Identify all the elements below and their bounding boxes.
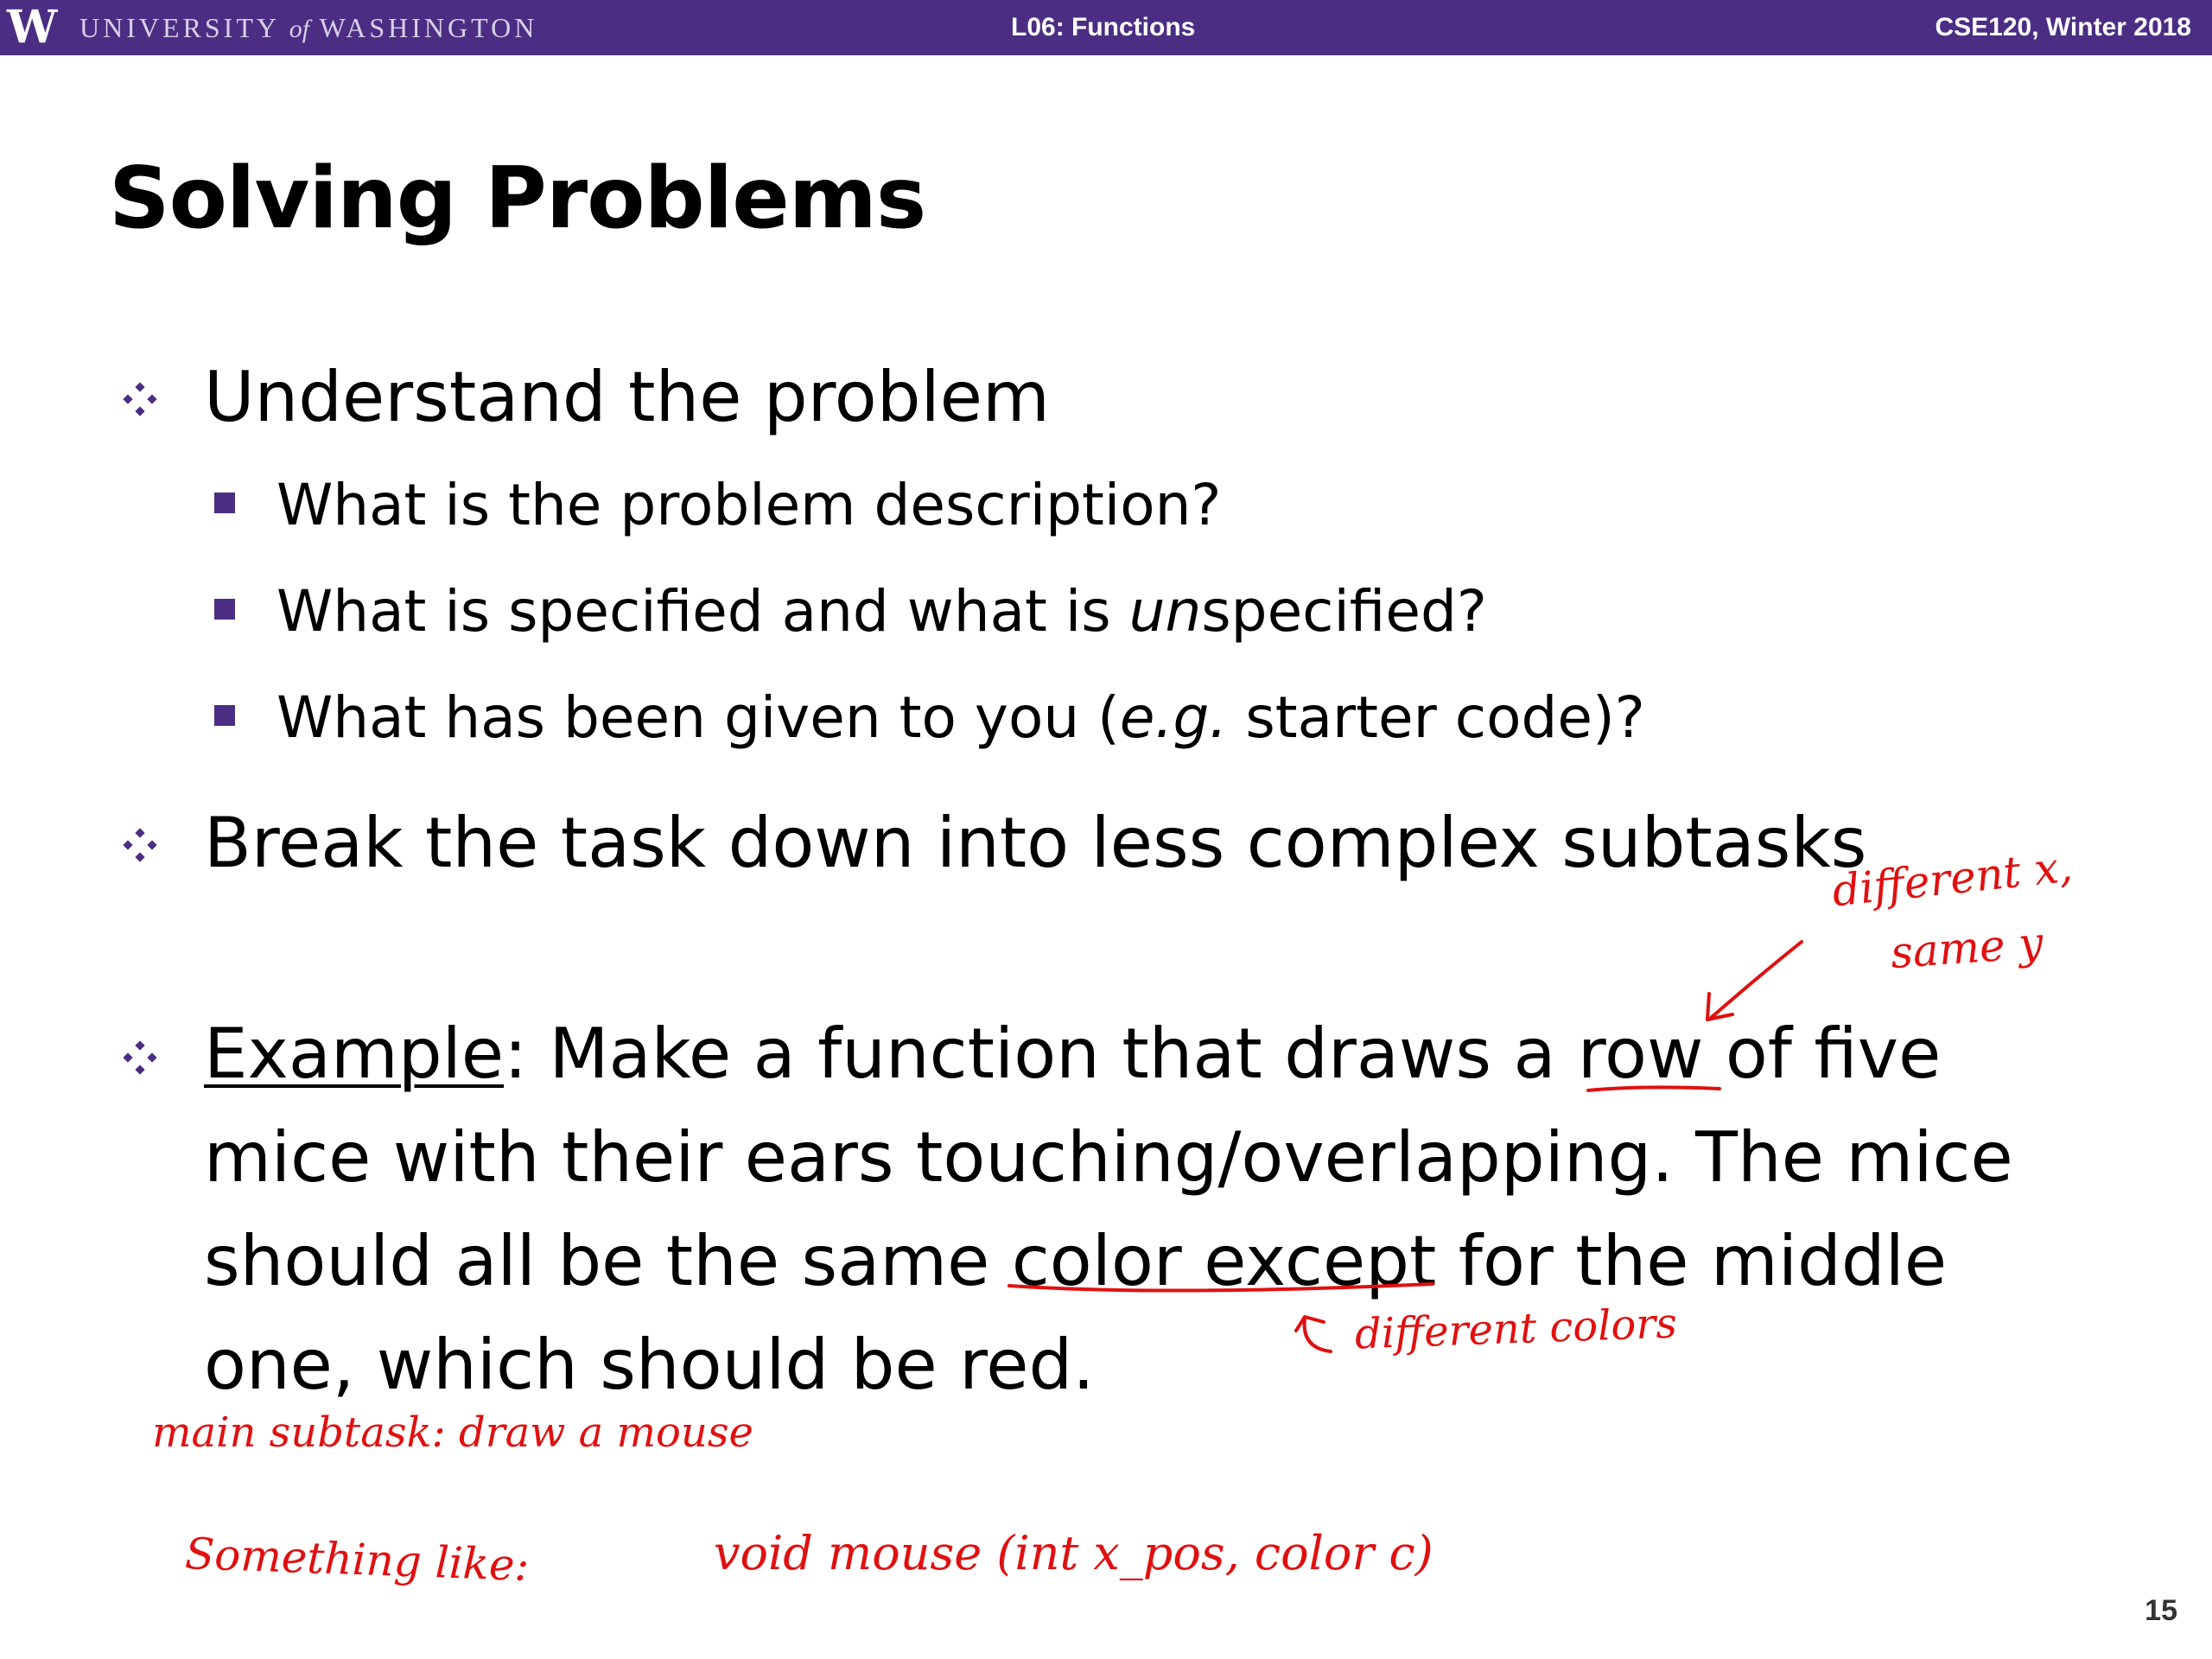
of-word: of <box>289 15 310 43</box>
sub-bullet-specified-post: specified? <box>1201 578 1487 645</box>
ink-hook-arrowhead <box>1296 1317 1324 1331</box>
lecture-title: L06: Functions <box>1011 13 1196 41</box>
example-line-1 <box>204 1011 1941 1097</box>
example-line-3 <box>204 1218 1947 1305</box>
example-line-3-b: for the middle <box>1436 1221 1948 1301</box>
sub-bullet-given-post: starter code)? <box>1227 684 1645 751</box>
example-line-1-a: : Make a function that draws a <box>504 1014 1578 1094</box>
example-label: Example <box>204 1014 505 1094</box>
sub-bullet-specified-pre: What is specified and what is <box>276 578 1129 645</box>
annotation-function-signature: void mouse (int x_pos, color c) <box>714 1526 1433 1580</box>
university-name <box>79 12 537 45</box>
course-title: CSE120, Winter 2018 <box>1935 13 2191 41</box>
example-line-4: one, which should be red. <box>204 1325 1095 1405</box>
ink-hook-arrow <box>1305 1319 1331 1351</box>
uw-logo: W <box>7 1 58 54</box>
square-bullet-icon <box>214 493 235 513</box>
header-bar <box>0 0 2212 55</box>
sub-bullet-description: What is the problem description? <box>276 472 1222 538</box>
annotation-different-x: different x, <box>1829 841 2075 917</box>
sub-bullet-specified <box>276 575 1487 648</box>
example-phrase-color-except: color except <box>1011 1221 1437 1301</box>
sub-bullet-given <box>276 682 1645 754</box>
annotation-same-y: same y <box>1889 917 2045 979</box>
annotation-different-colors: different colors <box>1354 1299 1678 1359</box>
square-bullet-icon <box>214 705 235 726</box>
annotation-main-subtask: main subtask: draw a mouse <box>152 1408 753 1457</box>
example-line-2: mice with their ears touching/overlapping. The mice <box>204 1117 2013 1198</box>
sub-bullet-given-em: e.g. <box>1119 684 1228 751</box>
diamond-bullet-icon <box>123 828 157 862</box>
bullet-understand: Understand the problem <box>204 357 1050 437</box>
example-line-1-b: of five <box>1703 1014 1942 1094</box>
page-number: 15 <box>2145 1594 2177 1627</box>
annotation-something-like: Something like: <box>184 1529 531 1591</box>
diamond-bullet-icon <box>123 1040 157 1075</box>
ink-arrow-row <box>1711 942 1802 1018</box>
example-word-row: row <box>1577 1014 1704 1094</box>
slide-title: Solving Problems <box>109 149 926 248</box>
bullet-break-task: Break the task down into less complex subtasks <box>204 803 1867 883</box>
diamond-bullet-icon <box>123 382 157 416</box>
square-bullet-icon <box>214 599 235 620</box>
example-line-3-a: should all be the same <box>204 1221 1012 1301</box>
sub-bullet-given-pre: What has been given to you ( <box>276 684 1120 751</box>
washington-word: WASHINGTON <box>319 12 538 43</box>
sub-bullet-specified-em: un <box>1128 578 1202 645</box>
university-word: UNIVERSITY <box>79 12 279 43</box>
